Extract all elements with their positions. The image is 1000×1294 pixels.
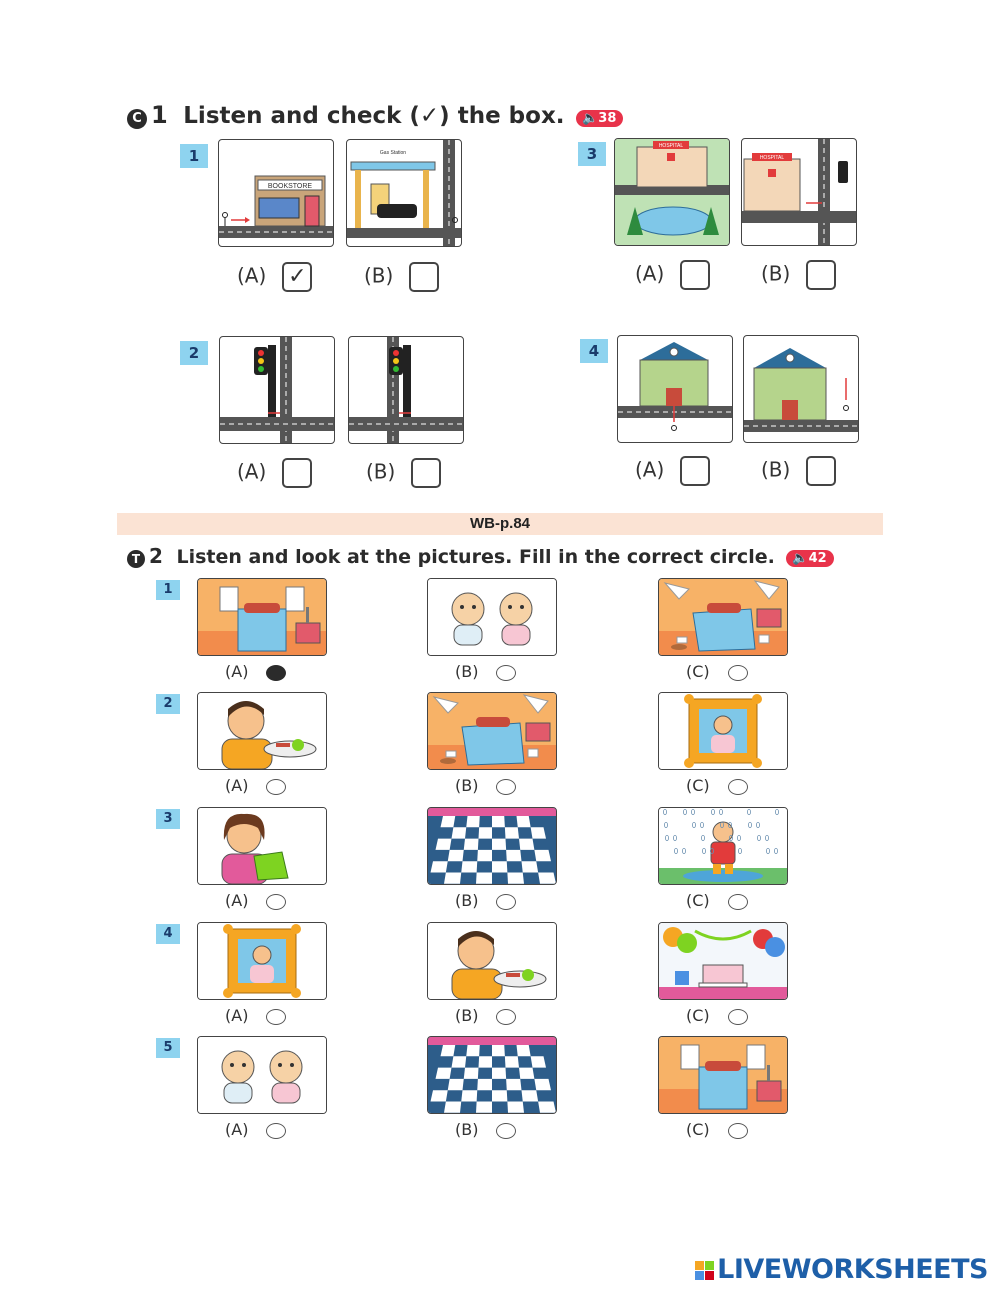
ex2-q4-option-2 — [686, 1006, 748, 1025]
ex1-q3-checkbox-b[interactable] — [806, 260, 836, 290]
ex2-q4-picture-boy-eating — [427, 922, 557, 1000]
ex2-q1-radio-1[interactable] — [496, 665, 516, 681]
exercise2-heading — [127, 544, 834, 568]
exercise1-number: 1 — [151, 101, 168, 129]
exercise1-title: Listen and check (✓) the box. — [183, 103, 565, 129]
hospital-sign: HOSPITAL — [658, 143, 684, 149]
ex1-q1-picture-a — [218, 139, 334, 247]
exercise2-badge: T — [127, 550, 145, 568]
option-label: (A) — [225, 662, 249, 681]
ex1-q1-option-a — [237, 262, 312, 292]
ex1-q2-picture-b — [348, 336, 464, 444]
exercise2-title: Listen and look at the pictures. Fill in the correct circle. — [176, 546, 775, 568]
ex2-q4-radio-1[interactable] — [496, 1009, 516, 1025]
ex2-question-number: 1 — [156, 580, 180, 600]
ex1-q4-checkbox-b[interactable] — [806, 456, 836, 486]
exercise1-heading — [127, 101, 623, 129]
ex1-q1-picture-b — [346, 139, 462, 247]
ex2-q5-option-1 — [455, 1120, 516, 1139]
ex1-q4-option-a — [635, 456, 710, 486]
ex1-q1-checkbox-a[interactable]: ✓ — [282, 262, 312, 292]
ex2-question-number: 3 — [156, 809, 180, 829]
ex1-q2-checkbox-a[interactable] — [282, 458, 312, 488]
ex2-q5-picture-checkered-floor — [427, 1036, 557, 1114]
ex2-q5-radio-0[interactable] — [266, 1123, 286, 1139]
audio-track-number: 38 — [598, 111, 617, 126]
option-label: (C) — [686, 1120, 710, 1139]
ex1-q2-option-a — [237, 458, 312, 488]
ex2-q4-picture-birthday-party — [658, 922, 788, 1000]
ex1-question-number: 1 — [180, 144, 208, 168]
option-label: (B) — [761, 457, 791, 482]
ex1-q1-checkbox-b[interactable] — [409, 262, 439, 292]
ex2-question-number: 2 — [156, 694, 180, 714]
ex2-q5-picture-babies — [197, 1036, 327, 1114]
audio-track-42[interactable]: 🔈42 — [786, 550, 833, 567]
ex2-q2-picture-framed-portrait — [658, 692, 788, 770]
ex1-q2-picture-a — [219, 336, 335, 444]
option-label: (B) — [366, 459, 396, 484]
ex2-q1-option-0 — [225, 662, 286, 681]
option-label: (A) — [635, 457, 665, 482]
hospital-sign: HOSPITAL — [759, 155, 785, 161]
ex2-q4-radio-2[interactable] — [728, 1009, 748, 1025]
ex1-q4-picture-a — [617, 335, 733, 443]
option-label: (B) — [455, 662, 479, 681]
ex2-q3-option-1 — [455, 891, 516, 910]
option-label: (C) — [686, 1006, 710, 1025]
option-label: (B) — [455, 1006, 479, 1025]
ex2-q1-option-2 — [686, 662, 748, 681]
ex2-q3-picture-boy-in-rain — [658, 807, 788, 885]
ex2-q5-option-0 — [225, 1120, 286, 1139]
ex1-q2-checkbox-b[interactable] — [411, 458, 441, 488]
ex2-q1-picture-babies — [427, 578, 557, 656]
ex1-q3-option-b — [761, 260, 836, 290]
option-label: (C) — [686, 662, 710, 681]
option-label: (C) — [686, 776, 710, 795]
ex2-q2-radio-1[interactable] — [496, 779, 516, 795]
ex2-q3-picture-girl-folding-clothes — [197, 807, 327, 885]
ex2-q3-picture-checkered-floor — [427, 807, 557, 885]
ex1-q3-picture-a — [614, 138, 730, 246]
logo-mark-icon — [695, 1261, 714, 1280]
audio-track-number: 42 — [808, 551, 827, 566]
option-label: (A) — [225, 1120, 249, 1139]
ex1-q1-option-b — [364, 262, 439, 292]
gas-station-sign: Gas Station — [379, 150, 407, 156]
ex2-q3-radio-1[interactable] — [496, 894, 516, 910]
ex2-q2-radio-2[interactable] — [728, 779, 748, 795]
ex1-question-number: 3 — [578, 142, 606, 166]
ex2-q4-option-1 — [455, 1006, 516, 1025]
option-label: (B) — [761, 261, 791, 286]
ex2-q4-picture-framed-portrait — [197, 922, 327, 1000]
ex2-q1-radio-0[interactable] — [266, 665, 286, 681]
ex1-q2-option-b — [366, 458, 441, 488]
ex2-q3-option-2 — [686, 891, 748, 910]
ex2-q2-option-2 — [686, 776, 748, 795]
workbook-page-bar: WB-p.84 — [117, 513, 883, 535]
ex2-q3-radio-0[interactable] — [266, 894, 286, 910]
exercise1-badge: C — [127, 109, 147, 129]
ex2-question-number: 4 — [156, 924, 180, 944]
ex2-q4-radio-0[interactable] — [266, 1009, 286, 1025]
ex2-q5-picture-tidy-bedroom — [658, 1036, 788, 1114]
ex2-q3-option-0 — [225, 891, 286, 910]
option-label: (A) — [225, 891, 249, 910]
option-label: (C) — [686, 891, 710, 910]
ex2-q2-picture-boy-eating — [197, 692, 327, 770]
liveworksheets-logo — [695, 1254, 988, 1285]
ex2-q5-option-2 — [686, 1120, 748, 1139]
exercise2-number: 2 — [149, 544, 163, 568]
option-label: (A) — [237, 459, 267, 484]
option-label: (A) — [635, 261, 665, 286]
ex2-q1-picture-messy-bedroom — [658, 578, 788, 656]
ex2-q4-option-0 — [225, 1006, 286, 1025]
option-label: (A) — [237, 263, 267, 288]
ex2-q1-option-1 — [455, 662, 516, 681]
option-label: (B) — [455, 891, 479, 910]
ex2-q1-picture-tidy-bedroom — [197, 578, 327, 656]
ex1-q4-picture-b — [743, 335, 859, 443]
logo-text: LIVEWORKSHEETS — [717, 1254, 988, 1285]
ex2-q1-radio-2[interactable] — [728, 665, 748, 681]
ex2-q2-option-1 — [455, 776, 516, 795]
bookstore-sign: BOOKSTORE — [267, 183, 313, 190]
option-label: (B) — [455, 1120, 479, 1139]
audio-track-38[interactable]: 🔈38 — [576, 110, 623, 127]
ex2-q2-radio-0[interactable] — [266, 779, 286, 795]
ex2-q2-picture-messy-bedroom — [427, 692, 557, 770]
ex1-question-number: 2 — [180, 341, 208, 365]
ex2-q5-radio-2[interactable] — [728, 1123, 748, 1139]
ex1-q3-option-a — [635, 260, 710, 290]
ex1-question-number: 4 — [580, 339, 608, 363]
ex2-q5-radio-1[interactable] — [496, 1123, 516, 1139]
option-label: (B) — [455, 776, 479, 795]
ex1-q3-checkbox-a[interactable] — [680, 260, 710, 290]
ex1-q4-option-b — [761, 456, 836, 486]
ex2-question-number: 5 — [156, 1038, 180, 1058]
ex1-q3-picture-b — [741, 138, 857, 246]
option-label: (A) — [225, 1006, 249, 1025]
ex1-q4-checkbox-a[interactable] — [680, 456, 710, 486]
ex2-q2-option-0 — [225, 776, 286, 795]
ex2-q3-radio-2[interactable] — [728, 894, 748, 910]
option-label: (B) — [364, 263, 394, 288]
option-label: (A) — [225, 776, 249, 795]
